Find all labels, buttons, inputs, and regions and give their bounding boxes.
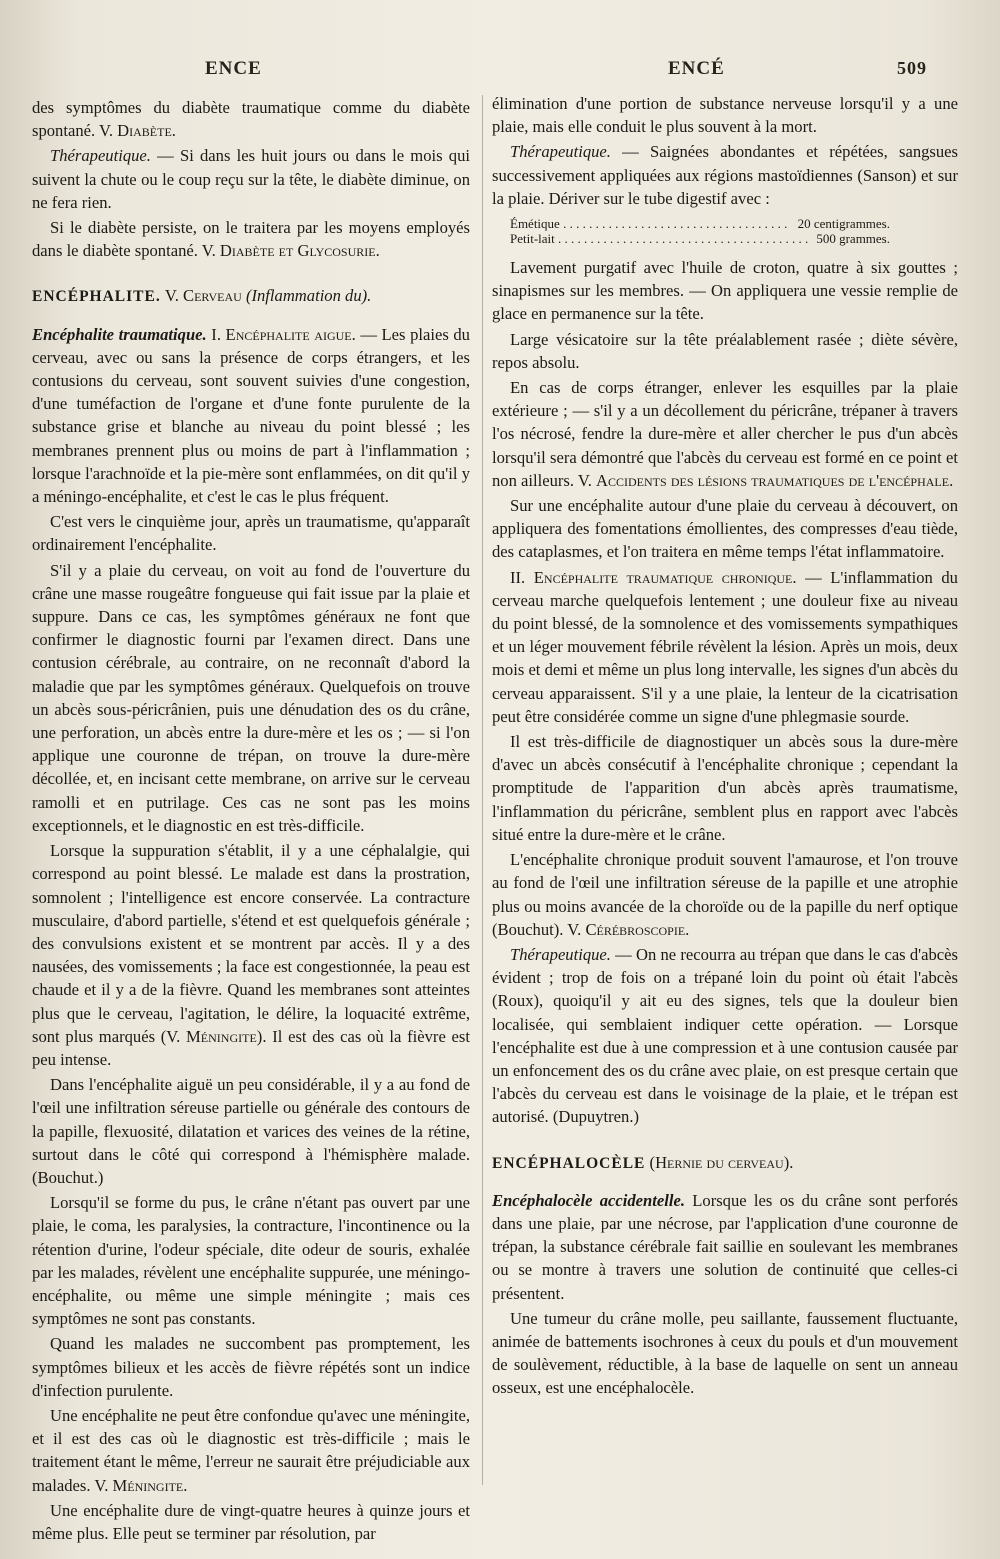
paragraph: Sur une encéphalite autour d'une plaie du cerveau à découvert, on appliquera des fomentations émollientes, des compresses d'eau tiède, des cataplasmes, et l'on traitera en même temps l'état inflammatoire. (492, 496, 958, 562)
cross-reference: V. Cerveau (164, 286, 242, 306)
text: Lorsque la suppuration s'établit, il y a une céphalalgie, qui correspond au point blessé. Le malade est dans la prostration, somnolent ; l'intelligence est encore conservée. La contracture musculaire, d'abord partielle, s'étend et est quelquefois générale ; des convulsions existent et se montrent par accès. Il y a des nausées, des vomissements ; la face est congestionnée, la peau est chaude et il y a de la fièvre. Quand les membranes sont atteintes plus que le cerveau, l'agitation, le délire, la loquacité extrême, sont plus marqués (V. (32, 841, 470, 1046)
entry-heading (32, 284, 470, 308)
paragraph (492, 376, 958, 492)
prescription-dose: 500 grammes. (816, 231, 890, 247)
column-divider (482, 95, 483, 1485)
paragraph: C'est vers le cinquième jour, après un traumatisme, qu'apparaît ordinairement l'encéphalite. (32, 512, 470, 555)
text: des symptômes du diabète traumatique comme du diabète spontané. V. (32, 98, 470, 141)
paragraph: Il est très-difficile de diagnostiquer un abcès sous la dure-mère d'avec un abcès consécutif à l'encéphalite chronique ; cependant la promptitude de l'apparition d'un abcès après traumatisme, l'inflammation du péricrâne, semblent plus en rapport avec l'abcès situé entre la dure-mère et le crâne. (492, 732, 958, 844)
text: Les plaies du cerveau, avec ou sans la présence de corps étrangers, et les contusions du cerveau, sont souvent suivies d'une congestion, d'une tuméfaction de l'organe et d'une fonte purulente de la substance grise et blanche au niveau du point blessé ; les membranes prennent plus ou moins de part à l'inflammation ; lorsque l'arachnoïde et la pie-mère sont enflammées, on dit qu'il y a méningo-encéphalite, et c'est le cas le plus fréquent. (32, 324, 470, 507)
paragraph: Une encéphalite dure de vingt-quatre heures à quinze jours et même plus. Elle peut se terminer par résolution, par (32, 1500, 470, 1543)
page-number: 509 (897, 58, 927, 78)
cross-reference: Diabète et Glycosurie. (219, 241, 380, 261)
running-head-left: ENCE (205, 58, 262, 79)
cross-reference-detail: (Inflammation du). (245, 286, 372, 306)
left-column (32, 96, 470, 1547)
prescription-item: Émétique . . . (510, 216, 790, 231)
section-label: Thérapeutique. (50, 146, 151, 166)
prescription-row (510, 231, 890, 246)
paragraph (492, 848, 958, 941)
paragraph: Lorsqu'il se forme du pus, le crâne n'étant pas ouvert par une plaie, le coma, les paralysies, la contracture, l'incontinence ou la rétention d'urine, l'odeur spéciale, dite odeur de souris, exhalée par les malades, révèlent une encéphalite suppurée, une méningo-encéphalite, ou même une simple méningite ; mais ces symptômes ne sont pas constants. (32, 1193, 470, 1329)
prescription-dose: 20 centigrammes. (797, 216, 890, 232)
paragraph (32, 839, 470, 1071)
paragraph (32, 323, 470, 509)
section-label: Thérapeutique. (510, 142, 611, 162)
prescription-table (510, 216, 958, 246)
paragraph: Dans l'encéphalite aiguë un peu considérable, il y a au fond de l'œil une infiltration séreuse partielle ou générale des contours de la papille, flexuosité, dilatation et varices des veines de la rétine, surtout dans le côté qui correspond à l'hémisphère malade. (Bouchut.) (32, 1075, 470, 1187)
paragraph (492, 140, 958, 210)
paragraph: S'il y a plaie du cerveau, on voit au fond de l'ouverture du crâne une masse rougeâtre fongueuse qui fait issue par la plaie et suppure. Dans ce cas, les symptômes généraux ne font que confirmer le diagnostic fourni par l'examen direct. Dans une contusion cérébrale, au contraire, on ne reconnaît d'abord la maladie que par les symptômes généraux. Quelquefois on trouve un abcès sous-péricrânien, puis une dénudation des os du crâne, une perforation, un abcès entre la dure-mère et les os ; — si l'on applique une couronne de trépan, on trouve la dure-mère décollée, et, en incisant cette membrane, on arrive sur le cerveau ramolli et en putrilage. Ces cas ne sont pas les moins exceptionnels, et le diagnostic en est très-difficile. (32, 560, 470, 835)
prescription-row (510, 216, 890, 231)
paragraph: Une tumeur du crâne molle, peu saillante, faussement fluctuante, animée de battements isochrones à ceux du pouls et d'un mouvement de soulèvement, réductible, à la base de laquelle on sent un anneau osseux, est une encéphalocèle. (492, 1308, 958, 1398)
paragraph (32, 144, 470, 214)
paragraph (492, 1189, 958, 1305)
text: Lorsque les os du crâne sont perforés dans une plaie, par une nécrose, par l'application d'une couronne de trépan, la substance cérébrale fait saillie en soulevant les membranes ou se montre à travers une solution de continuité que celles-ci présentent. (492, 1190, 958, 1303)
running-head-center: ENCÉ (668, 58, 725, 79)
cross-reference: Accidents des lésions traumatiques de l'encéphale. (596, 470, 954, 490)
paragraph: Lavement purgatif avec l'huile de croton, quatre à six gouttes ; sinapismes sur les membres. — On appliquera une vessie remplie de glace en permanence sur la tête. (492, 258, 958, 324)
paragraph (32, 1404, 470, 1497)
subheading: Encéphalocèle accidentelle. (492, 1190, 685, 1210)
right-column (492, 92, 958, 1402)
text: L'encéphalite chronique produit souvent l'amaurose, et l'on trouve au fond de l'œil une infiltration séreuse de la papille et une atrophie plus ou moins avancée de la choroïde ou de la papille du nerf optique (Bouchut). V. (492, 850, 958, 939)
paragraph (32, 216, 470, 262)
text: Une encéphalite ne peut être confondue qu'avec une méningite, et il est des cas où le diagnostic est très-difficile ; mais le traitement étant le même, l'erreur ne saurait être préjudiciable aux malades. V. (32, 1405, 470, 1495)
section-title: I. Encéphalite aigue. — (211, 324, 377, 344)
text: — Si dans les huit jours ou dans le mois qui suivent la chute ou le coup reçu sur la tête, le diabète diminue, on ne fera rien. (32, 146, 470, 212)
text: — On ne recourra au trépan que dans le cas d'abcès évident ; trop de fois on a trépané loin du point où était l'abcès (Roux), quoiqu'il y ait eu des signes, tels que la douleur bien localisée, qui semblaient indiquer cette opération. — Lorsque l'encéphalite est due à une compression et à une contusion causée par un enfoncement des os du crâne avec plaie, on est presque certain que l'abcès du cerveau est dans le voisinage de la plaie, et le trépan est autorisé. (Dupuytren.) (492, 944, 958, 1127)
paragraph: Large vésicatoire sur la tête préalablement rasée ; diète sévère, repos absolu. (492, 329, 958, 372)
headword: ENCÉPHALITE. (32, 288, 161, 306)
cross-reference: Cérébroscopie. (585, 919, 690, 939)
text: — Saignées abondantes et répétées, sangsues successivement appliquées aux régions mastoïdiennes (Sanson) et sur la plaie. Dériver sur le tube digestif avec : (492, 142, 958, 208)
cross-reference: Diabète. (117, 121, 176, 141)
text: En cas de corps étranger, enlever les esquilles par la plaie extérieure ; — s'il y a un décollement du péricrâne, trépaner à travers l'os nécrosé, fendre la dure-mère et aller chercher le pus d'un abcès lorsqu'il sera démontré que l'abcès du cerveau est formé en ce point et non ailleurs. V. (492, 378, 958, 490)
cross-reference: Méningite (186, 1026, 257, 1046)
headword: ENCÉPHALOCÈLE (492, 1154, 646, 1172)
subheading: Encéphalite traumatique. (32, 324, 207, 344)
cross-reference: Méningite. (112, 1475, 188, 1495)
paragraph: Quand les malades ne succombent pas promptement, les symptômes bilieux et les accès de fièvre répétés sont un indice d'infection purulente. (32, 1334, 470, 1400)
paragraph (492, 566, 958, 728)
paragraph (492, 943, 958, 1129)
section-label: Thérapeutique. (510, 944, 611, 964)
entry-heading (492, 1151, 958, 1175)
section-title: II. Encéphalite traumatique chronique. — (510, 567, 822, 587)
text: Si le diabète persiste, on le traitera par les moyens employés dans le diabète spontané. V. (32, 218, 470, 261)
text: L'inflammation du cerveau marche quelquefois lentement ; une douleur fixe au niveau du point blessé, de la somnolence et des vomissements sympathiques et un léger mouvement fébrile révèlent la lésion. Après un mois, deux mois et demi et même un plus long intervalle, les signes d'un abcès du cerveau apparaissent. S'il y a une plaie, la lenteur de la cicatrisation peut être considérée comme un signe d'une phlegmasie sourde. (492, 567, 958, 726)
paragraph: élimination d'une portion de substance nerveuse lorsqu'il y a une plaie, mais elle conduit le plus souvent à la mort. (492, 94, 958, 137)
prescription-item: Petit-lait . . . (510, 231, 808, 246)
paragraph (32, 96, 470, 142)
text: ). Il est des cas où la fièvre est peu intense. (32, 1026, 470, 1069)
entry-subtitle: (Hernie du cerveau). (649, 1152, 794, 1172)
